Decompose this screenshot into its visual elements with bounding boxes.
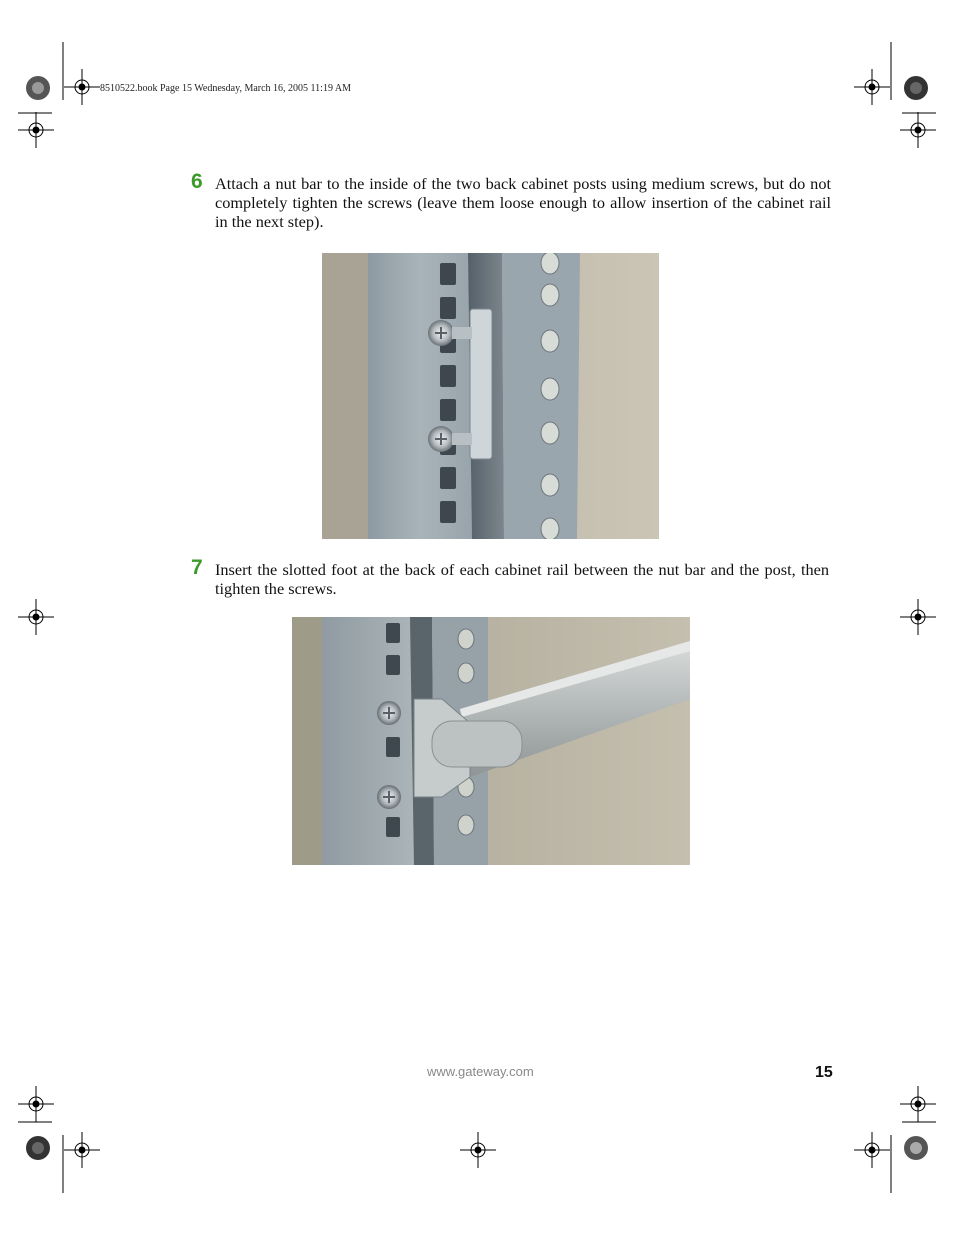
step-text-6: Attach a nut bar to the inside of the two back cabinet posts using medium screws, but do not completely tighten the screws (leave them loose enough to allow insertion of the cabinet rail in the next step).	[215, 174, 831, 231]
registration-target	[18, 599, 54, 635]
footer-url: www.gateway.com	[427, 1064, 534, 1079]
rail-foot-photo	[292, 617, 690, 865]
step-text-7: Insert the slotted foot at the back of each cabinet rail between the nut bar and the post, then tighten the screws.	[215, 560, 829, 598]
registration-target	[854, 69, 890, 105]
print-slug: 8510522.book Page 15 Wednesday, March 16, 2005 11:19 AM	[100, 83, 352, 94]
color-bar-top-right	[904, 76, 928, 100]
registration-target	[64, 69, 100, 105]
step-number-6: 6	[191, 170, 203, 193]
registration-target	[900, 599, 936, 635]
color-bar-bottom-left	[26, 1136, 50, 1160]
step-number-7: 7	[191, 556, 203, 579]
registration-target	[18, 112, 54, 148]
nut-bar-photo	[322, 253, 659, 539]
registration-target	[460, 1132, 496, 1168]
color-bar-bottom-right	[904, 1136, 928, 1160]
color-bar-top-left	[26, 76, 50, 100]
registration-target	[64, 1132, 100, 1168]
registration-target	[854, 1132, 890, 1168]
registration-target	[900, 112, 936, 148]
registration-target	[900, 1086, 936, 1122]
registration-target	[18, 1086, 54, 1122]
page-number: 15	[815, 1064, 833, 1081]
